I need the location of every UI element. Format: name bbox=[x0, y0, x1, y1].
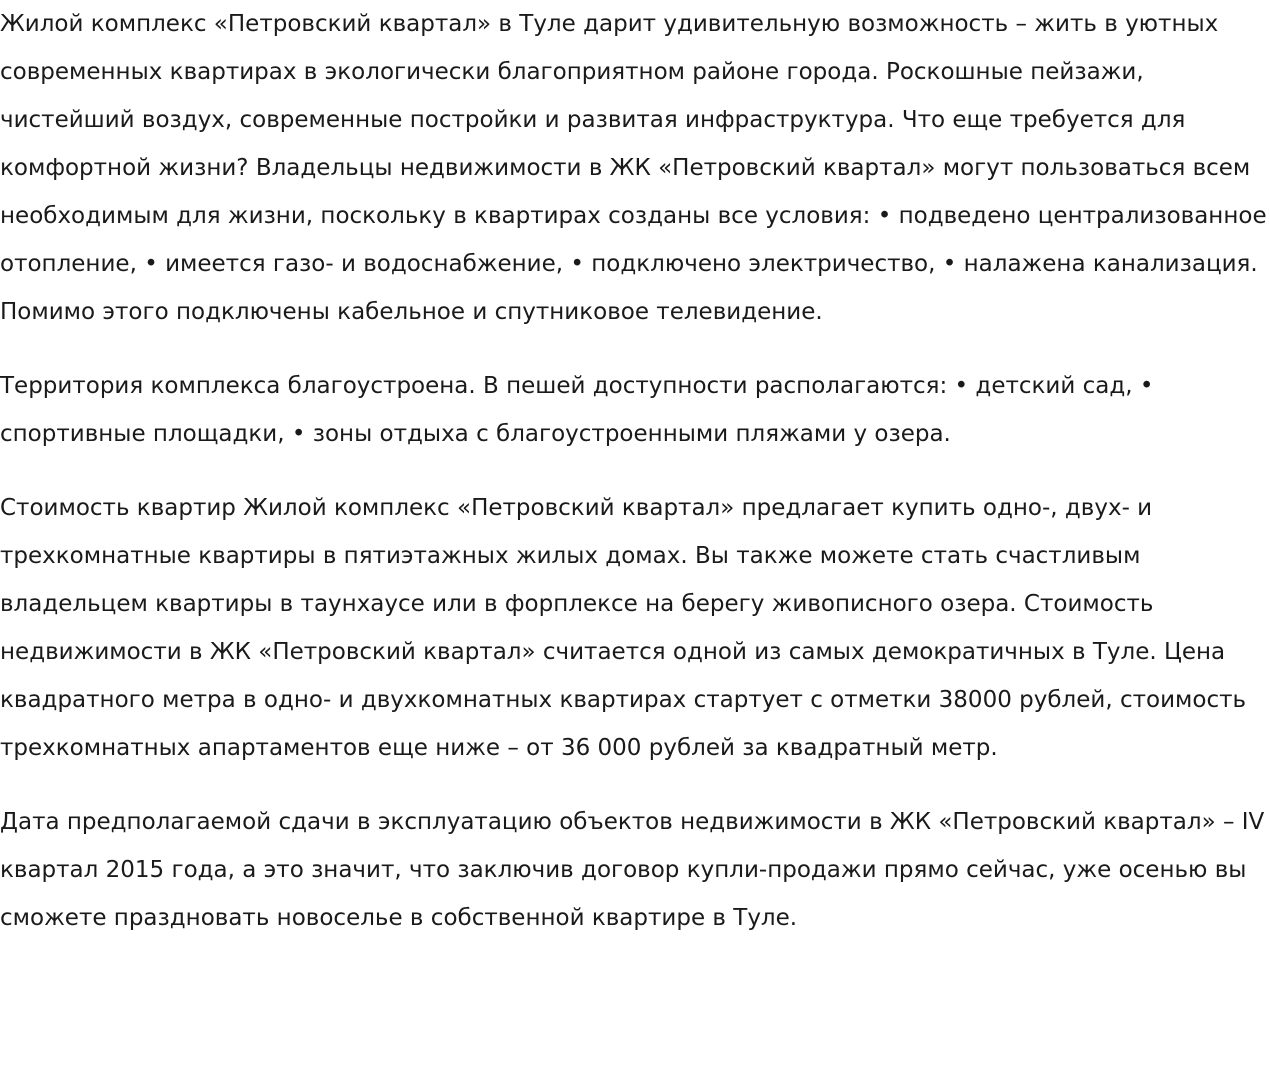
paragraph-pricing: Стоимость квартир Жилой комплекс «Петровский квартал» предлагает купить одно-, двух- и трехкомнатные квартиры в пятиэтажных жилых домах. Вы также можете стать счастливым владельцем квартиры в таунхаусе или в форплексе на берегу живописного озера. Стоимость недвижимости в ЖК «Петровский квартал» считается одной из самых демократичных в Туле. Цена квадратного метра в одно- и двухкомнатных квартирах стартует с отметки 38000 рублей, стоимость трехкомнатных апартаментов еще ниже – от 36 000 рублей за квадратный метр. bbox=[0, 495, 1247, 761]
paragraph-delivery-date: Дата предполагаемой сдачи в эксплуатацию объектов недвижимости в ЖК «Петровский квартал» – IV квартал 2015 года, а это значит, что заключив договор купли-продажи прямо сейчас, уже осенью вы сможете праздновать новоселье в собственной квартире в Туле. bbox=[0, 809, 1265, 931]
paragraph-intro: Жилой комплекс «Петровский квартал» в Туле дарит удивительную возможность – жить в уютных современных квартирах в экологически благоприятном районе города. Роскошные пейзажи, чистейший воздух, современные постройки и развитая инфраструктура. Что еще требуется для комфортной жизни? Владельцы недвижимости в ЖК «Петровский квартал» могут пользоваться всем необходимым для жизни, поскольку в квартирах созданы все условия: • подведено централизованное отопление, • имеется газо- и водоснабжение, • подключено электричество, • налажена канализация. Помимо этого подключены кабельное и спутниковое телевидение. bbox=[0, 11, 1267, 325]
paragraph-territory: Территория комплекса благоустроена. В пешей доступности располагаются: • детский сад, • спортивные площадки, • зоны отдыха с благоустроенными пляжами у озера. bbox=[0, 373, 1154, 447]
